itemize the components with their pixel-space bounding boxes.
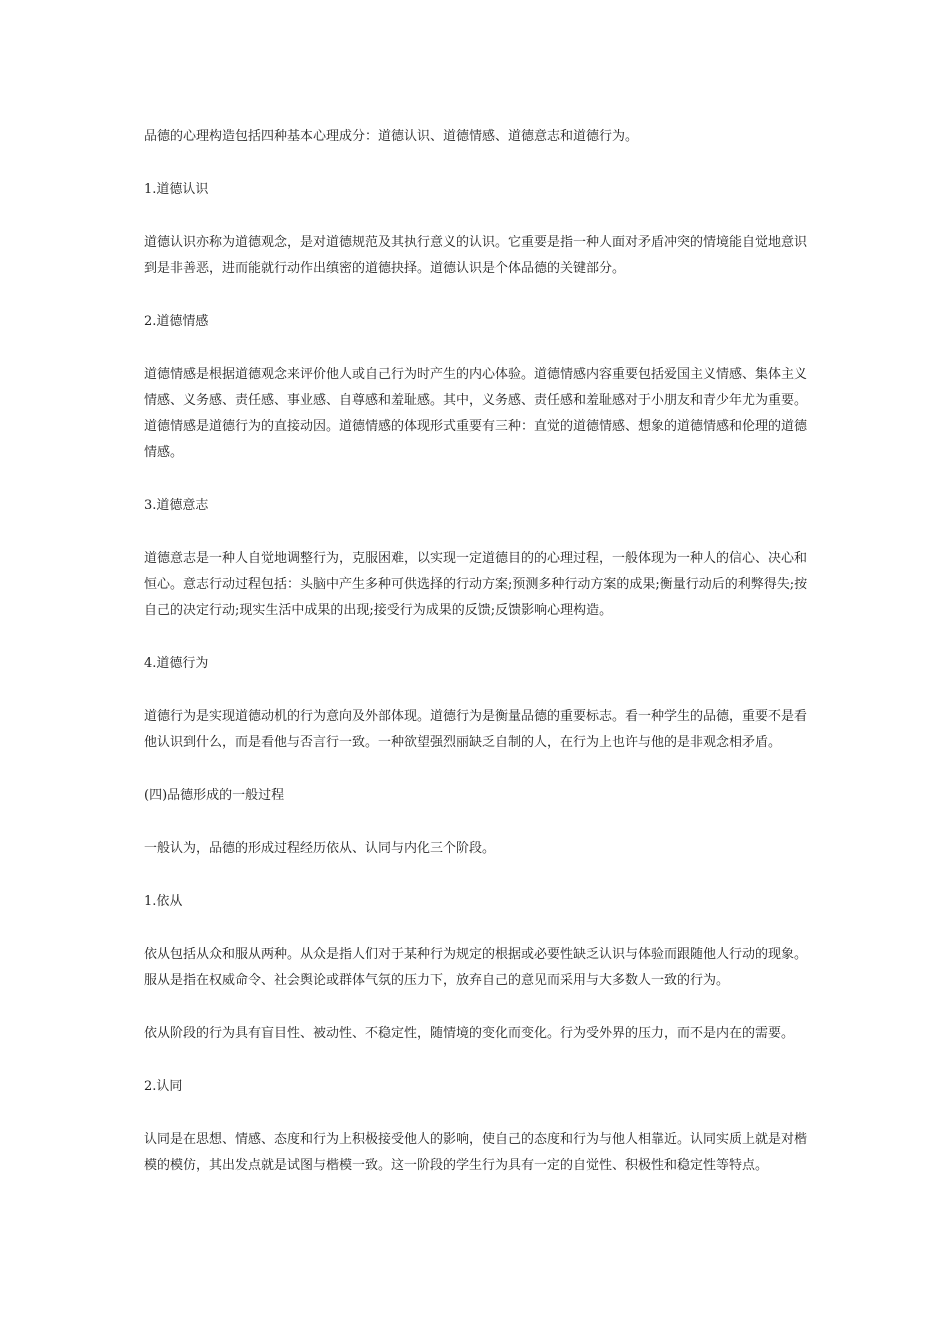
paragraph-moral-behavior: 道德行为是实现道德动机的行为意向及外部体现。道德行为是衡量品德的重要标志。看一种学生的品德，重要不是看他认识到什么，而是看他与否言行一致。一种欲望强烈丽缺乏自制的人，在行为上也许与他的是非观念相矛盾。	[144, 709, 808, 750]
paragraph-compliance-1: 依从包括从众和服从两种。从众是指人们对于某种行为规定的根据或必要性缺乏认识与体验而跟随他人行动的现象。服从是指在权威命令、社会舆论或群体气氛的压力下，放弃自己的意见而采用与大多数人一致的行为。	[144, 947, 808, 988]
paragraph-identification: 认同是在思想、情感、态度和行为上积极接受他人的影响，使自己的态度和行为与他人相靠近。认同实质上就是对楷模的模仿，其出发点就是试图与楷模一致。这一阶段的学生行为具有一定的自觉性、积极性和稳定性等特点。	[144, 1132, 808, 1173]
paragraph-formation-process: 一般认为，品德的形成过程经历依从、认同与内化三个阶段。	[144, 841, 496, 856]
heading-moral-will: 3.道德意志	[144, 498, 209, 513]
paragraph-moral-cognition: 道德认识亦称为道德观念，是对道德规范及其执行意义的认识。它重要是指一种人面对矛盾冲突的情境能自觉地意识到是非善恶，进而能就行动作出缜密的道德抉择。道德认识是个体品德的关键部分。	[144, 235, 808, 276]
heading-moral-cognition: 1.道德认识	[144, 182, 209, 197]
paragraph-moral-emotion: 道德情感是根据道德观念来评价他人或自己行为时产生的内心体验。道德情感内容重要包括爱国主义情感、集体主义情感、义务感、责任感、事业感、自尊感和羞耻感。其中，义务感、责任感和羞耻感对于小朋友和青少年尤为重要。道德情感是道德行为的直接动因。道德情感的体现形式重要有三种：直觉的道德情感、想象的道德情感和伦理的道德情感。	[144, 367, 808, 460]
heading-formation-process: (四)品德形成的一般过程	[144, 788, 285, 803]
heading-moral-emotion: 2.道德情感	[144, 314, 209, 329]
document-body	[144, 124, 812, 1206]
heading-identification: 2.认同	[144, 1079, 183, 1094]
paragraph-moral-will: 道德意志是一种人自觉地调整行为，克服困难，以实现一定道德目的的心理过程，一般体现为一种人的信心、决心和恒心。意志行动过程包括：头脑中产生多种可供选择的行动方案;预测多种行动方案的成果;衡量行动后的利弊得失;按自己的决定行动;现实生活中成果的出现;接受行为成果的反馈;反馈影响心理构造。	[144, 551, 808, 618]
paragraph-compliance-2: 依从阶段的行为具有盲目性、被动性、不稳定性，随情境的变化而变化。行为受外界的压力，而不是内在的需要。	[144, 1026, 795, 1041]
heading-moral-behavior: 4.道德行为	[144, 656, 209, 671]
heading-compliance: 1.依从	[144, 894, 183, 909]
paragraph-intro: 品德的心理构造包括四种基本心理成分：道德认识、道德情感、道德意志和道德行为。	[144, 129, 639, 144]
